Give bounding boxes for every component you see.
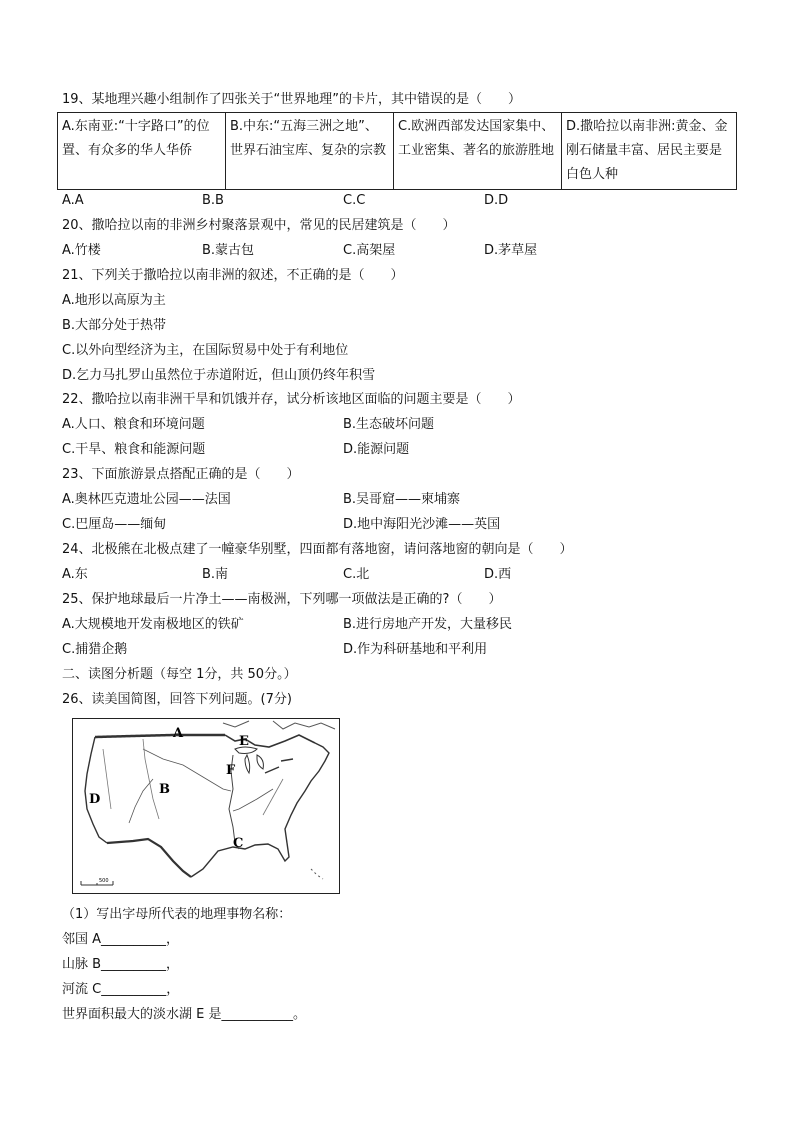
- question-21-stem: 21、下列关于撒哈拉以南非洲的叙述，不正确的是（ ）: [62, 268, 404, 283]
- colorado-river: [129, 779, 153, 823]
- q23-option-c: C.巴厘岛——缅甸: [62, 517, 167, 532]
- q23-option-d: D.地中海阳光沙滩——英国: [343, 517, 501, 532]
- q21-option-a: A.地形以高原为主: [62, 293, 166, 308]
- q25-option-a: A.大规模地开发南极地区的铁矿: [62, 617, 244, 632]
- q19-option-d: D.D: [484, 193, 509, 208]
- map-label-b: B: [159, 782, 170, 797]
- appalachian-mountains: [263, 779, 283, 815]
- missouri-river: [143, 749, 231, 791]
- q19-option-b: B.B: [202, 193, 224, 208]
- question-26-stem: 26、读美国简图，回答下列问题。(7分): [62, 692, 292, 707]
- lake-erie: [265, 767, 279, 773]
- card-table: [57, 112, 737, 190]
- q20-option-b: B.蒙古包: [202, 243, 255, 258]
- caribbean-islands: [311, 869, 323, 879]
- lake-ontario: [281, 759, 293, 761]
- northern-coast: [223, 721, 335, 729]
- western-ranges: [103, 749, 111, 809]
- q25-option-c: C.捕猎企鹅: [62, 642, 128, 657]
- q22-option-d: D.能源问题: [343, 442, 410, 457]
- map-label-f: F: [226, 763, 236, 778]
- card-b: B.中东:“五海三洲之地”、世界石油宝库、复杂的宗教: [226, 113, 394, 190]
- q26-blank-c: 河流 C__________，: [62, 982, 180, 997]
- card-d: D.撒哈拉以南非洲:黄金、金刚石储量丰富、居民主要是白色人种: [562, 113, 737, 190]
- rocky-mountains: [143, 739, 159, 819]
- q23-option-b: B.吴哥窟——柬埔寨: [343, 492, 461, 507]
- east-coastline: [285, 743, 329, 843]
- map-label-a: A: [173, 726, 184, 741]
- q20-option-a: A.竹楼: [62, 243, 101, 258]
- lake-michigan: [245, 755, 250, 773]
- q26-blank-a: 邻国 A__________，: [62, 932, 180, 947]
- question-24-stem: 24、北极熊在北极点建了一幢豪华别墅，四面都有落地窗，请问落地窗的朝向是（ ）: [62, 542, 573, 557]
- q24-option-b: B.南: [202, 567, 229, 582]
- question-25-stem: 25、保护地球最后一片净土——南极洲，下列哪一项做法是正确的?（ ）: [62, 592, 502, 607]
- scale-label: 500: [99, 878, 109, 884]
- question-20-stem: 20、撒哈拉以南的非洲乡村聚落景观中，常见的民居建筑是（ ）: [62, 218, 456, 233]
- q24-option-a: A.东: [62, 567, 88, 582]
- q20-option-d: D.茅草屋: [484, 243, 538, 258]
- q26-blank-b: 山脉 B__________，: [62, 957, 180, 972]
- question-19-stem: 19、某地理兴趣小组制作了四张关于“世界地理”的卡片，其中错误的是（ ）: [62, 92, 522, 107]
- map-label-e: E: [239, 734, 249, 749]
- q22-option-c: C.干旱、粮食和能源问题: [62, 442, 206, 457]
- question-22-stem: 22、撒哈拉以南非洲干旱和饥饿并存，试分析该地区面临的问题主要是（ ）: [62, 392, 521, 407]
- q26-blank-e: 世界面积最大的淡水湖 E 是___________。: [62, 1007, 306, 1022]
- usa-map-drawing: [73, 719, 339, 893]
- southern-border: [107, 839, 191, 877]
- card-c: C.欧洲西部发达国家集中、工业密集、著名的旅游胜地: [394, 113, 562, 190]
- northern-border: [95, 735, 225, 737]
- q21-option-d: D.乞力马扎罗山虽然位于赤道附近，但山顶仍终年积雪: [62, 368, 376, 383]
- lake-huron: [257, 755, 263, 769]
- q21-option-c: C.以外向型经济为主，在国际贸易中处于有利地位: [62, 343, 349, 358]
- q20-option-c: C.高架屋: [343, 243, 396, 258]
- q19-option-a: A.A: [62, 193, 84, 208]
- q22-option-a: A.人口、粮食和环境问题: [62, 417, 205, 432]
- q25-option-d: D.作为科研基地和平利用: [343, 642, 488, 657]
- usa-map: [72, 718, 340, 894]
- section-2-title: 二、读图分析题（每空 1分，共 50分。）: [62, 667, 297, 682]
- q21-option-b: B.大部分处于热带: [62, 318, 167, 333]
- map-label-c: C: [233, 836, 244, 851]
- map-label-d: D: [89, 792, 101, 807]
- q24-option-c: C.北: [343, 567, 370, 582]
- q23-option-a: A.奥林匹克遗址公园——法国: [62, 492, 231, 507]
- question-23-stem: 23、下面旅游景点搭配正确的是（ ）: [62, 467, 300, 482]
- q26-sub1-prompt: （1）写出字母所代表的地理事物名称：: [62, 907, 292, 922]
- q25-option-b: B.进行房地产开发，大量移民: [343, 617, 513, 632]
- q22-option-b: B.生态破坏问题: [343, 417, 435, 432]
- q24-option-d: D.西: [484, 567, 512, 582]
- q19-option-c: C.C: [343, 193, 366, 208]
- card-a: A.东南亚:“十字路口”的位置、有众多的华人华侨: [58, 113, 226, 190]
